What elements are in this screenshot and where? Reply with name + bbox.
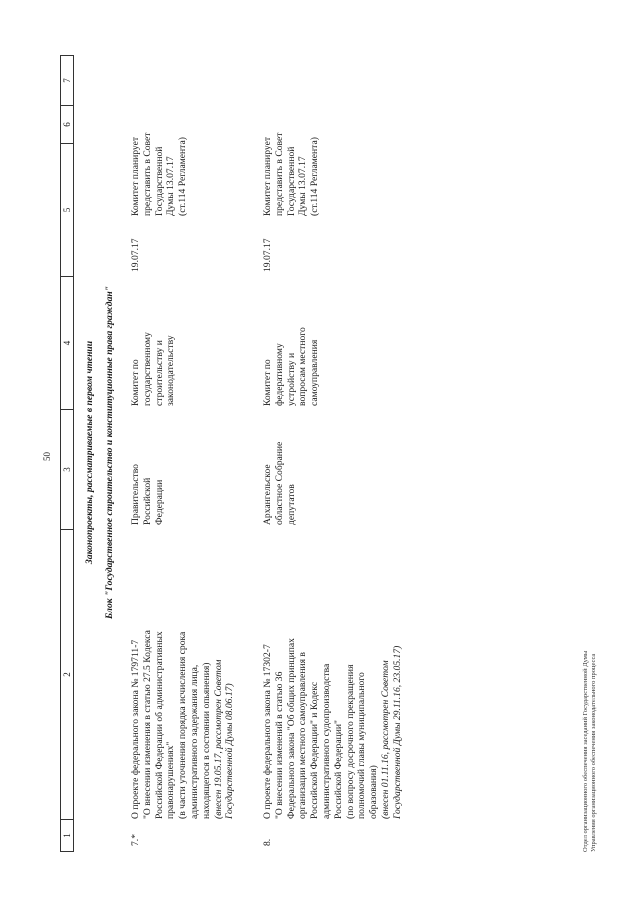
plan-line: представить в Совет [141,132,153,216]
committee-line: вопросам местного [297,327,309,406]
column-number-header [60,55,74,852]
header-col-6: 6 [61,105,73,143]
author-line: Федерации [153,479,165,525]
footer-line: Отдел организационного обеспечения заседаний Государственной Думы [582,650,589,852]
header-col-7: 7 [62,78,72,83]
title-line: организации местного самоуправления в [297,652,309,819]
author-line: депутатов [285,484,297,525]
committee-line: самоуправления [309,339,321,406]
author-line: Российской [141,477,153,525]
header-col-2: 2 [61,529,73,819]
committee-line: Комитет по [262,359,273,406]
note-line: Государственной Думы 29.11.16, 23.05.17) [391,645,403,819]
plan-line: (ст.114 Регламента) [177,137,189,216]
row-number: 8. [262,838,273,846]
title-line: О проекте федерального закона № 179711-7 [130,639,141,819]
title-line: (в части уточнения порядка исчисления срока [177,631,189,819]
plan-line: Думы 13.07.17 [165,156,177,216]
note-line: Государственной Думы 08.06.17) [224,683,236,819]
committee-line: государственному [141,332,153,406]
title-line: Российской Федерации" [332,720,344,819]
consideration-date: 19.07.17 [130,238,141,272]
title-line: правонарушениях" [165,741,177,819]
committee-plan [262,66,321,216]
title-line: административного судопроизводства [320,663,332,819]
title-line: "О внесении изменения в статью 27.5 Кодекса [141,630,153,819]
title-line: Федерального закона "Об общих принципах [285,638,297,819]
bill-author [262,415,297,525]
author-line: Архангельское [262,464,273,525]
plan-line: Думы 13.07.17 [297,156,309,216]
title-line: О проекте федерального закона № 17302-7 [262,644,273,819]
title-line: находящегося в состоянии опьянения) [200,662,212,819]
responsible-committee [130,276,177,406]
section-heading: Законопроекты, рассматриваемые в первом чтении [84,340,95,565]
plan-line: представить в Совет [273,132,285,216]
bill-title [262,536,404,819]
responsible-committee [262,276,321,406]
title-line: образования) [368,765,380,819]
bill-author [130,415,165,525]
author-line: областное Собрание [273,441,285,525]
author-line: Правительство [130,464,141,525]
committee-plan [130,66,189,216]
note-line: (внесен 19.05.17, рассмотрен Советом [212,659,224,819]
committee-line: устройству и [285,352,297,406]
committee-line: строительству и [153,340,165,406]
plan-line: (ст.114 Регламента) [309,137,321,216]
footer-line: Управления организационного обеспечения законодательного процесса [590,653,597,852]
committee-line: федеративному [273,343,285,406]
plan-line: Государственной [153,146,165,216]
title-line: полномочий главы муниципального [356,672,368,819]
plan-line: Комитет планирует [262,136,273,216]
header-col-5: 5 [61,143,73,276]
title-line: Российской Федерации" и Кодекс [309,681,321,819]
block-heading: Блок "Государственное строительство и конституционные права граждан" [104,285,115,620]
committee-line: законодательству [165,335,177,406]
note-line: (внесен 01.11.16, рассмотрен Советом [379,660,391,819]
title-line: Российской Федерации об административных [153,631,165,819]
header-col-4: 4 [61,276,73,409]
header-col-3: 3 [61,409,73,529]
page-number: 50 [42,452,52,461]
consideration-date: 19.07.17 [262,238,273,272]
committee-line: Комитет по [130,359,141,406]
page-footer [582,651,598,852]
plan-line: Государственной [285,146,297,216]
title-line: административного задержания лица, [188,664,200,819]
row-number: 7.* [130,834,141,846]
title-line: "О внесении изменений в статью 36 [273,671,285,819]
bill-title [130,536,236,819]
title-line: (по вопросу досрочного прекращения [344,664,356,819]
header-col-1: 1 [61,819,73,851]
plan-line: Комитет планирует [130,136,141,216]
